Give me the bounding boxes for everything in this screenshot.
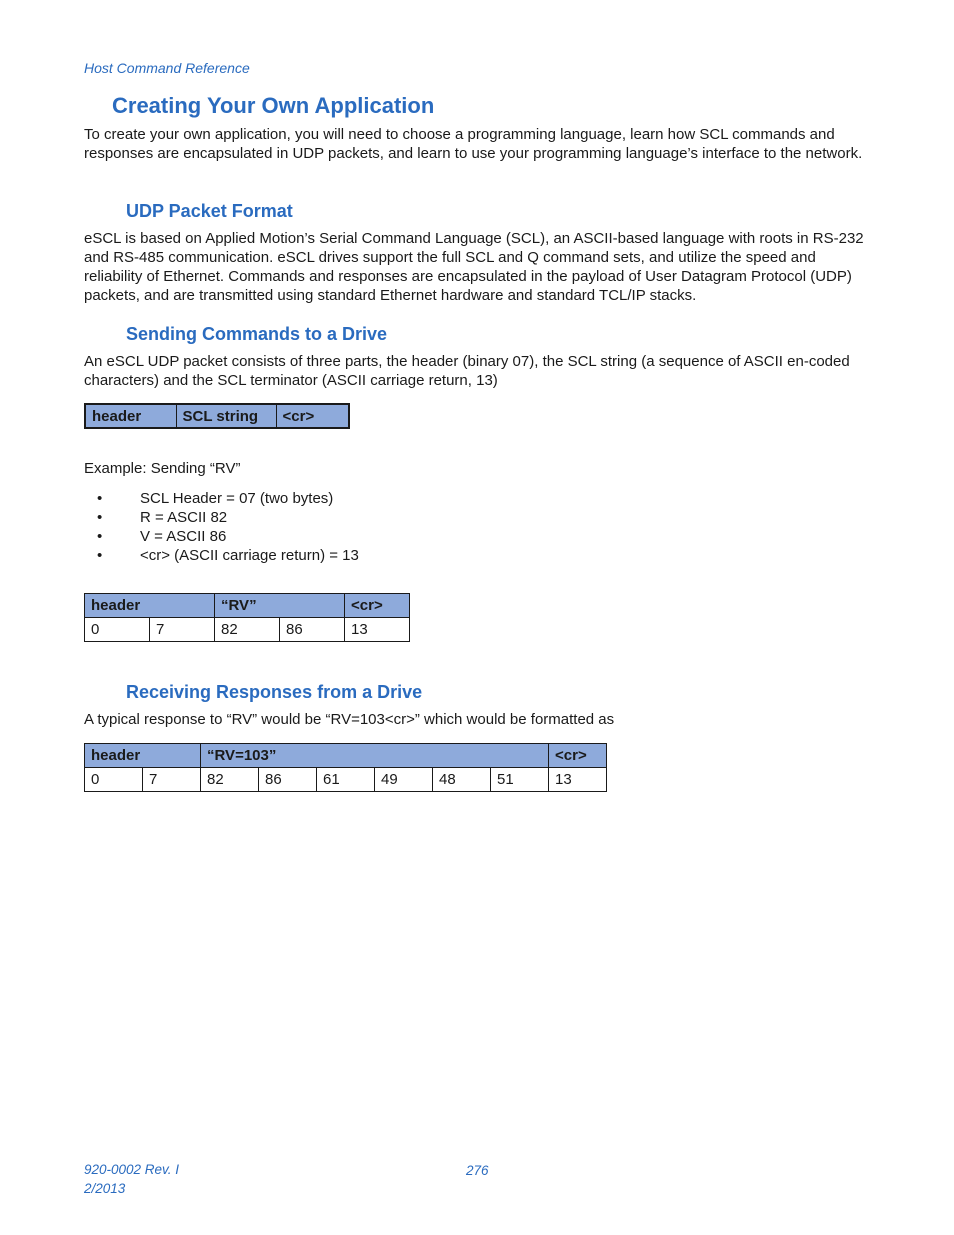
table-cell: 13 [345,618,410,642]
running-header: Host Command Reference [84,60,250,76]
footer-doc-number: 920-0002 Rev. I [84,1162,180,1177]
table-header-cell: “RV” [215,594,345,618]
table-header-cell: SCL string [176,404,276,428]
list-item [84,508,359,527]
table-header-cell: <cr> [549,744,607,768]
rv-example-table [84,593,410,642]
table-cell: 7 [150,618,215,642]
list-item-text: V = ASCII 86 [140,528,227,545]
section-heading-receiving: Receiving Responses from a Drive [126,682,423,702]
table-cell: 48 [433,768,491,792]
table-header-cell: header [85,404,176,428]
footer-date: 2/2013 [84,1181,126,1196]
bullet-icon: • [97,509,103,526]
packet-format-table [84,403,350,429]
list-item-text: R = ASCII 82 [140,509,228,526]
table-cell: 82 [201,768,259,792]
page-title: Creating Your Own Application [112,93,435,118]
table-cell: 61 [317,768,375,792]
table-cell: 7 [143,768,201,792]
intro-paragraph: To create your own application, you will need to choose a programming language, learn how SCL commands and responses are encapsulated in UDP packets, and learn to use your programming language’s interface to the network. [84,126,863,162]
table-header-row [85,594,410,618]
section-heading-sending: Sending Commands to a Drive [126,324,388,344]
table-cell: 0 [85,768,143,792]
table-header-cell: header [85,594,215,618]
table-row [85,404,349,428]
table-cell: 0 [85,618,150,642]
table-header-row [85,744,607,768]
bullet-icon: • [97,490,103,507]
table-header-cell: <cr> [276,404,349,428]
table-cell: 86 [259,768,317,792]
table-cell: 82 [215,618,280,642]
table-header-cell: “RV=103” [201,744,549,768]
bullet-icon: • [97,528,103,545]
list-item-text: SCL Header = 07 (two bytes) [140,490,334,507]
table-cell: 13 [549,768,607,792]
bullet-icon: • [97,547,103,564]
table-row [85,768,607,792]
udp-paragraph: eSCL is based on Applied Motion’s Serial Command Language (SCL), an ASCII-based language with roots in RS-232 and RS-485 communication. eSCL drives support the full SCL and Q command sets, and utilize the speed and reliability of Ethernet. Commands and responses are encapsulated in the payload of User Datagram Protocol (UDP) packets, and are transmitted using standard Ethernet hardware and standard TCL/IP stacks. [84,230,864,304]
example-label: Example: Sending “RV” [84,460,241,477]
list-item [84,489,359,508]
list-item [84,546,359,565]
rv-response-table [84,743,607,792]
list-item-text: <cr> (ASCII carriage return) = 13 [140,547,359,564]
table-header-cell: header [85,744,201,768]
table-cell: 86 [280,618,345,642]
sending-paragraph: An eSCL UDP packet consists of three parts, the header (binary 07), the SCL string (a sequence of ASCII en-coded characters) and the SCL terminator (ASCII carriage return, 13) [84,353,850,389]
section-heading-udp: UDP Packet Format [126,201,293,221]
table-header-cell: <cr> [345,594,410,618]
footer-doc-info [84,1160,179,1198]
table-cell: 49 [375,768,433,792]
list-item [84,527,359,546]
example-bullet-list [84,489,359,565]
table-cell: 51 [491,768,549,792]
table-row [85,618,410,642]
receiving-paragraph: A typical response to “RV” would be “RV=103<cr>” which would be formatted as [84,711,615,728]
page-number: 276 [466,1163,489,1178]
